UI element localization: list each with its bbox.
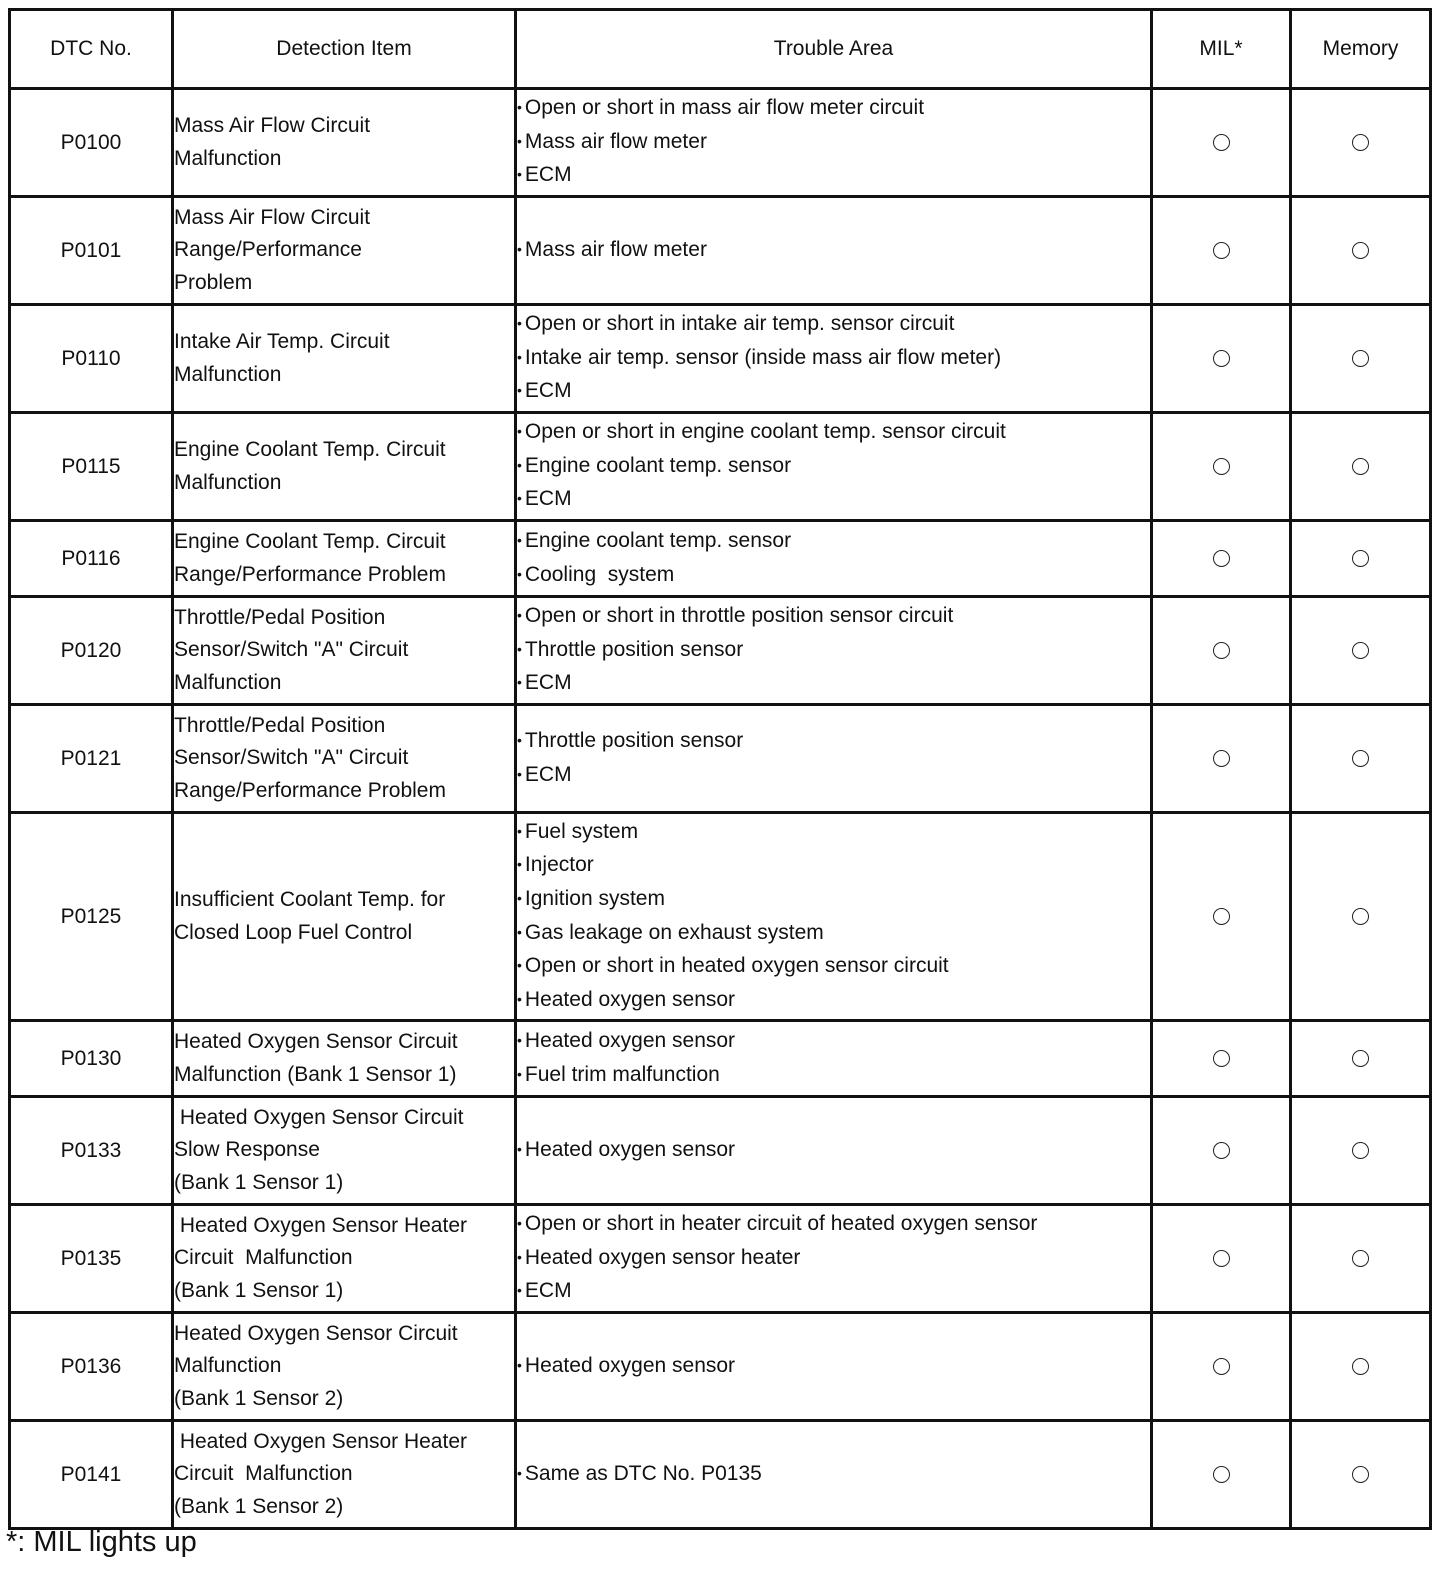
trouble-area — [516, 521, 1152, 597]
trouble-item — [517, 725, 1150, 759]
trouble-item — [517, 559, 1150, 593]
trouble-text: Fuel system — [524, 819, 639, 843]
trouble-text: Open or short in throttle position sensor circuit — [524, 604, 954, 628]
mil-circle-icon — [1213, 1142, 1230, 1159]
mil-cell — [1152, 305, 1291, 413]
bullet-icon: • — [517, 99, 522, 116]
trouble-item — [517, 634, 1150, 668]
table-row — [10, 89, 1431, 197]
trouble-item — [517, 416, 1150, 450]
trouble-text: Open or short in mass air flow meter circuit — [524, 96, 925, 120]
trouble-item — [517, 234, 1150, 268]
memory-circle-icon — [1352, 242, 1369, 259]
mil-circle-icon — [1213, 908, 1230, 925]
trouble-text: Injector — [524, 853, 594, 877]
memory-circle-icon — [1352, 1358, 1369, 1375]
trouble-item — [517, 1025, 1150, 1059]
bullet-icon: • — [517, 822, 522, 839]
dtc-code: P0133 — [10, 1097, 173, 1205]
memory-circle-icon — [1352, 458, 1369, 475]
trouble-area — [516, 1313, 1152, 1421]
mil-circle-icon — [1213, 458, 1230, 475]
table-row — [10, 1097, 1431, 1205]
detection-line: Range/Performance Problem — [174, 562, 446, 586]
table-row — [10, 305, 1431, 413]
mil-cell — [1152, 197, 1291, 305]
detection-line: (Bank 1 Sensor 2) — [174, 1386, 344, 1410]
trouble-text: Throttle position sensor — [524, 728, 744, 752]
bullet-icon: • — [517, 1282, 522, 1299]
detection-item — [173, 813, 516, 1021]
header-memory: Memory — [1291, 10, 1431, 89]
detection-line: Sensor/Switch "A" Circuit — [174, 746, 409, 770]
trouble-area — [516, 813, 1152, 1021]
trouble-text: ECM — [524, 762, 572, 786]
bullet-icon: • — [517, 640, 522, 657]
mil-circle-icon — [1213, 242, 1230, 259]
memory-circle-icon — [1352, 750, 1369, 767]
trouble-text: Heated oxygen sensor — [524, 1028, 736, 1052]
bullet-icon: • — [517, 1215, 522, 1232]
detection-line: Engine Coolant Temp. Circuit — [174, 529, 446, 553]
dtc-code: P0115 — [10, 413, 173, 521]
trouble-area — [516, 1021, 1152, 1097]
detection-line: Range/Performance Problem — [174, 778, 446, 802]
mil-circle-icon — [1213, 642, 1230, 659]
trouble-area — [516, 1421, 1152, 1529]
trouble-text: Cooling system — [524, 562, 675, 586]
trouble-area — [516, 1097, 1152, 1205]
bullet-icon: • — [517, 1031, 522, 1048]
detection-line: Problem — [174, 270, 253, 294]
trouble-text: Heated oxygen sensor — [524, 1137, 736, 1161]
memory-cell — [1291, 413, 1431, 521]
memory-cell — [1291, 1021, 1431, 1097]
mil-circle-icon — [1213, 550, 1230, 567]
memory-circle-icon — [1352, 350, 1369, 367]
detection-line: Heated Oxygen Sensor Heater — [174, 1213, 467, 1237]
mil-circle-icon — [1213, 1466, 1230, 1483]
bullet-icon: • — [517, 531, 522, 548]
mil-cell — [1152, 1421, 1291, 1529]
memory-circle-icon — [1352, 908, 1369, 925]
dtc-code: P0130 — [10, 1021, 173, 1097]
bullet-icon: • — [517, 1140, 522, 1157]
mil-circle-icon — [1213, 1358, 1230, 1375]
detection-line: Closed Loop Fuel Control — [174, 920, 413, 944]
detection-line: Malfunction — [174, 670, 282, 694]
trouble-text: Open or short in intake air temp. sensor circuit — [524, 312, 955, 336]
trouble-item — [517, 917, 1150, 951]
trouble-item — [517, 450, 1150, 484]
bullet-icon: • — [517, 1356, 522, 1373]
header-mil: MIL* — [1152, 10, 1291, 89]
trouble-text: ECM — [524, 487, 572, 511]
detection-item — [173, 705, 516, 813]
memory-cell — [1291, 305, 1431, 413]
trouble-text: ECM — [524, 671, 572, 695]
bullet-icon: • — [517, 1065, 522, 1082]
trouble-text: Heated oxygen sensor — [524, 1353, 736, 1377]
table-row — [10, 813, 1431, 1021]
memory-circle-icon — [1352, 1250, 1369, 1267]
footnote: *: MIL lights up — [6, 1526, 197, 1558]
detection-line: (Bank 1 Sensor 1) — [174, 1278, 344, 1302]
trouble-area — [516, 1205, 1152, 1313]
memory-circle-icon — [1352, 1050, 1369, 1067]
trouble-area — [516, 705, 1152, 813]
header-trouble-area: Trouble Area — [516, 10, 1152, 89]
mil-cell — [1152, 705, 1291, 813]
trouble-text: Gas leakage on exhaust system — [524, 920, 824, 944]
bullet-icon: • — [517, 423, 522, 440]
header-row — [10, 10, 1431, 89]
table-row — [10, 1421, 1431, 1529]
trouble-text: Engine coolant temp. sensor — [524, 528, 792, 552]
trouble-text: Mass air flow meter — [524, 129, 707, 153]
trouble-text: Intake air temp. sensor (inside mass air flow meter) — [524, 345, 1002, 369]
detection-item — [173, 1021, 516, 1097]
memory-cell — [1291, 597, 1431, 705]
trouble-item — [517, 1350, 1150, 1384]
detection-line: Throttle/Pedal Position — [174, 713, 386, 737]
dtc-table — [8, 8, 1432, 1530]
trouble-item — [517, 759, 1150, 793]
bullet-icon: • — [517, 674, 522, 691]
mil-cell — [1152, 89, 1291, 197]
header-dtc-no: DTC No. — [10, 10, 173, 89]
detection-line: Slow Response — [174, 1138, 320, 1162]
detection-line: Heated Oxygen Sensor Circuit — [174, 1321, 458, 1345]
detection-line: (Bank 1 Sensor 1) — [174, 1170, 344, 1194]
detection-item — [173, 597, 516, 705]
bullet-icon: • — [517, 166, 522, 183]
trouble-area — [516, 197, 1152, 305]
detection-line: Circuit Malfunction — [174, 1462, 353, 1486]
bullet-icon: • — [517, 132, 522, 149]
trouble-item — [517, 308, 1150, 342]
trouble-area — [516, 305, 1152, 413]
bullet-icon: • — [517, 315, 522, 332]
memory-cell — [1291, 521, 1431, 597]
memory-cell — [1291, 89, 1431, 197]
trouble-text: Mass air flow meter — [524, 237, 707, 261]
trouble-text: ECM — [524, 163, 572, 187]
trouble-text: Fuel trim malfunction — [524, 1062, 720, 1086]
dtc-code: P0101 — [10, 197, 173, 305]
detection-item — [173, 305, 516, 413]
detection-line: Mass Air Flow Circuit — [174, 113, 371, 137]
trouble-item — [517, 1208, 1150, 1242]
trouble-item — [517, 483, 1150, 517]
dtc-code: P0100 — [10, 89, 173, 197]
trouble-text: Open or short in engine coolant temp. sensor circuit — [524, 420, 1006, 444]
memory-cell — [1291, 1421, 1431, 1529]
header-detection-item: Detection Item — [173, 10, 516, 89]
detection-item — [173, 197, 516, 305]
detection-item — [173, 1313, 516, 1421]
detection-line: Heated Oxygen Sensor Heater — [174, 1429, 467, 1453]
detection-item — [173, 521, 516, 597]
mil-cell — [1152, 1021, 1291, 1097]
table-row — [10, 597, 1431, 705]
mil-cell — [1152, 1313, 1291, 1421]
trouble-area — [516, 89, 1152, 197]
memory-circle-icon — [1352, 1466, 1369, 1483]
trouble-item — [517, 1458, 1150, 1492]
trouble-text: ECM — [524, 379, 572, 403]
trouble-area — [516, 597, 1152, 705]
detection-line: Malfunction — [174, 1354, 282, 1378]
trouble-item — [517, 883, 1150, 917]
trouble-item — [517, 816, 1150, 850]
table-row — [10, 1021, 1431, 1097]
bullet-icon: • — [517, 456, 522, 473]
trouble-item — [517, 1134, 1150, 1168]
memory-cell — [1291, 197, 1431, 305]
bullet-icon: • — [517, 607, 522, 624]
mil-circle-icon — [1213, 134, 1230, 151]
detection-line: Heated Oxygen Sensor Circuit — [174, 1105, 464, 1129]
bullet-icon: • — [517, 765, 522, 782]
memory-circle-icon — [1352, 550, 1369, 567]
bullet-icon: • — [517, 565, 522, 582]
detection-line: Range/Performance — [174, 238, 362, 262]
trouble-item — [517, 667, 1150, 701]
detection-line: Circuit Malfunction — [174, 1246, 353, 1270]
detection-item — [173, 413, 516, 521]
memory-cell — [1291, 813, 1431, 1021]
trouble-item — [517, 525, 1150, 559]
trouble-text: Throttle position sensor — [524, 637, 744, 661]
dtc-code: P0116 — [10, 521, 173, 597]
detection-item — [173, 1421, 516, 1529]
trouble-text: ECM — [524, 1279, 572, 1303]
trouble-text: Same as DTC No. P0135 — [524, 1461, 762, 1485]
trouble-text: Ignition system — [524, 886, 665, 910]
detection-line: Malfunction — [174, 146, 282, 170]
table-header — [10, 10, 1431, 89]
memory-circle-icon — [1352, 1142, 1369, 1159]
trouble-item — [517, 600, 1150, 634]
trouble-item — [517, 375, 1150, 409]
trouble-item — [517, 1275, 1150, 1309]
table-body — [10, 89, 1431, 1529]
bullet-icon: • — [517, 990, 522, 1007]
trouble-item — [517, 159, 1150, 193]
table-row — [10, 1205, 1431, 1313]
detection-line: Intake Air Temp. Circuit — [174, 329, 390, 353]
bullet-icon: • — [517, 889, 522, 906]
mil-circle-icon — [1213, 750, 1230, 767]
dtc-code: P0135 — [10, 1205, 173, 1313]
trouble-item — [517, 126, 1150, 160]
detection-line: Heated Oxygen Sensor Circuit — [174, 1029, 458, 1053]
memory-circle-icon — [1352, 134, 1369, 151]
dtc-code: P0125 — [10, 813, 173, 1021]
memory-cell — [1291, 1313, 1431, 1421]
table-row — [10, 197, 1431, 305]
detection-line: Sensor/Switch "A" Circuit — [174, 638, 409, 662]
detection-line: (Bank 1 Sensor 2) — [174, 1494, 344, 1518]
table-row — [10, 521, 1431, 597]
trouble-text: Engine coolant temp. sensor — [524, 453, 792, 477]
detection-item — [173, 89, 516, 197]
trouble-item — [517, 342, 1150, 376]
bullet-icon: • — [517, 957, 522, 974]
dtc-code: P0121 — [10, 705, 173, 813]
mil-circle-icon — [1213, 1250, 1230, 1267]
trouble-item — [517, 92, 1150, 126]
table-row — [10, 1313, 1431, 1421]
bullet-icon: • — [517, 856, 522, 873]
trouble-text: Open or short in heater circuit of heated oxygen sensor — [524, 1212, 1038, 1236]
detection-item — [173, 1097, 516, 1205]
detection-line: Engine Coolant Temp. Circuit — [174, 437, 446, 461]
table-row — [10, 413, 1431, 521]
detection-line: Malfunction — [174, 362, 282, 386]
mil-cell — [1152, 1205, 1291, 1313]
trouble-text: Heated oxygen sensor — [524, 987, 736, 1011]
bullet-icon: • — [517, 731, 522, 748]
bullet-icon: • — [517, 382, 522, 399]
dtc-code: P0120 — [10, 597, 173, 705]
bullet-icon: • — [517, 490, 522, 507]
bullet-icon: • — [517, 923, 522, 940]
mil-circle-icon — [1213, 1050, 1230, 1067]
mil-cell — [1152, 1097, 1291, 1205]
memory-cell — [1291, 1097, 1431, 1205]
detection-line: Insufficient Coolant Temp. for — [174, 887, 446, 911]
trouble-area — [516, 413, 1152, 521]
mil-cell — [1152, 521, 1291, 597]
detection-line: Mass Air Flow Circuit — [174, 205, 371, 229]
bullet-icon: • — [517, 1248, 522, 1265]
detection-line: Throttle/Pedal Position — [174, 605, 386, 629]
trouble-item — [517, 1242, 1150, 1276]
trouble-item — [517, 950, 1150, 984]
bullet-icon: • — [517, 1464, 522, 1481]
mil-circle-icon — [1213, 350, 1230, 367]
detection-line: Malfunction (Bank 1 Sensor 1) — [174, 1062, 457, 1086]
dtc-code: P0136 — [10, 1313, 173, 1421]
table-row — [10, 705, 1431, 813]
memory-circle-icon — [1352, 642, 1369, 659]
memory-cell — [1291, 705, 1431, 813]
trouble-text: Heated oxygen sensor heater — [524, 1245, 801, 1269]
trouble-item — [517, 1059, 1150, 1093]
trouble-item — [517, 849, 1150, 883]
memory-cell — [1291, 1205, 1431, 1313]
mil-cell — [1152, 597, 1291, 705]
dtc-code: P0110 — [10, 305, 173, 413]
mil-cell — [1152, 413, 1291, 521]
bullet-icon: • — [517, 240, 522, 257]
detection-line: Malfunction — [174, 470, 282, 494]
trouble-text: Open or short in heated oxygen sensor circuit — [524, 954, 949, 978]
mil-cell — [1152, 813, 1291, 1021]
detection-item — [173, 1205, 516, 1313]
dtc-code: P0141 — [10, 1421, 173, 1529]
bullet-icon: • — [517, 348, 522, 365]
trouble-item — [517, 984, 1150, 1018]
